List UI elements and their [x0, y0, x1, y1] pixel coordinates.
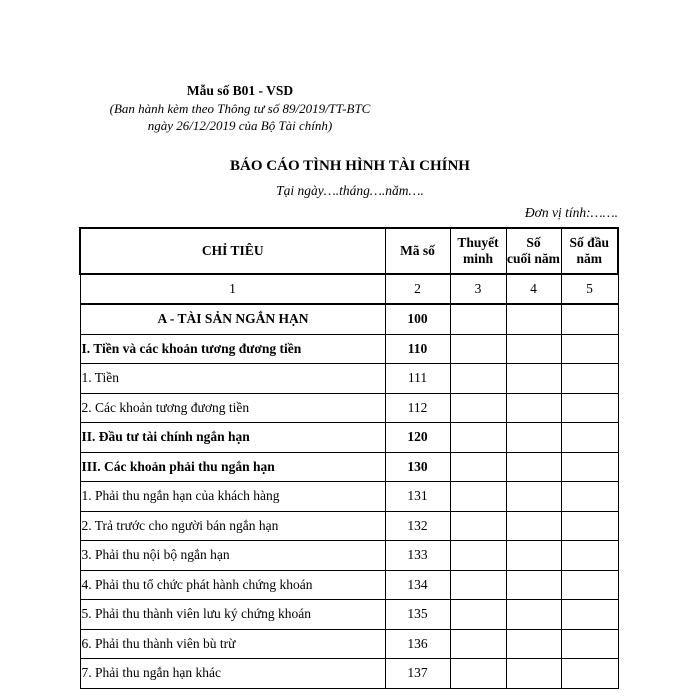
row-indicator-label: 5. Phải thu thành viên lưu ký chứng khoán: [80, 600, 385, 630]
column-header-code: [385, 228, 450, 274]
row-indicator-label: 2. Trả trước cho người bán ngắn hạn: [80, 511, 385, 541]
row-note-cell: [450, 364, 506, 394]
row-code: 120: [385, 423, 450, 453]
column-number-row: [80, 274, 618, 304]
row-note-cell: [450, 423, 506, 453]
row-code: 133: [385, 541, 450, 571]
row-code: 134: [385, 570, 450, 600]
column-header-note-line-2: minh: [462, 251, 493, 266]
row-year-end-cell: [506, 423, 561, 453]
column-header-indicator-label: CHỈ TIÊU: [201, 243, 264, 258]
row-indicator-label: I. Tiền và các khoản tương đương tiền: [80, 334, 385, 364]
row-indicator-label: 1. Tiền: [80, 364, 385, 394]
column-header-year-end-line-1: Số: [526, 235, 541, 250]
form-code: Mẫu số B01 - VSD: [186, 83, 294, 98]
row-code: 131: [385, 482, 450, 512]
row-year-end-cell: [506, 452, 561, 482]
row-indicator-label: 7. Phải thu ngắn hạn khác: [80, 659, 385, 689]
row-indicator-label: III. Các khoản phải thu ngắn hạn: [80, 452, 385, 482]
table-row: [80, 482, 618, 512]
issued-note-line-1: (Ban hành kèm theo Thông tư số 89/2019/TT-BTC: [109, 101, 371, 116]
row-code: 100: [385, 304, 450, 334]
row-year-end-cell: [506, 541, 561, 571]
row-indicator-label: 3. Phải thu nội bộ ngắn hạn: [80, 541, 385, 571]
form-code-block: [90, 82, 390, 134]
column-number: 2: [385, 274, 450, 304]
table-row: [80, 659, 618, 689]
row-note-cell: [450, 304, 506, 334]
table-row: [80, 600, 618, 630]
row-note-cell: [450, 334, 506, 364]
row-year-start-cell: [561, 364, 618, 394]
table-header-row: [80, 228, 618, 274]
row-year-start-cell: [561, 541, 618, 571]
row-year-start-cell: [561, 393, 618, 423]
column-header-code-label: Mã số: [400, 243, 435, 258]
column-number: 4: [506, 274, 561, 304]
row-year-start-cell: [561, 304, 618, 334]
row-indicator-label: 6. Phải thu thành viên bù trừ: [80, 629, 385, 659]
row-note-cell: [450, 452, 506, 482]
row-note-cell: [450, 393, 506, 423]
row-year-start-cell: [561, 659, 618, 689]
row-year-end-cell: [506, 629, 561, 659]
row-indicator-label: II. Đầu tư tài chính ngắn hạn: [80, 423, 385, 453]
row-year-start-cell: [561, 423, 618, 453]
row-note-cell: [450, 541, 506, 571]
column-header-indicator: [80, 228, 385, 274]
row-indicator-label: 1. Phải thu ngắn hạn của khách hàng: [80, 482, 385, 512]
table-row: [80, 334, 618, 364]
row-year-end-cell: [506, 304, 561, 334]
row-code: 111: [385, 364, 450, 394]
row-year-end-cell: [506, 659, 561, 689]
row-note-cell: [450, 570, 506, 600]
table-row: [80, 452, 618, 482]
column-header-year-start: [561, 228, 618, 274]
row-year-end-cell: [506, 393, 561, 423]
table-row: [80, 629, 618, 659]
row-year-end-cell: [506, 570, 561, 600]
column-header-year-end-line-2: cuối năm: [507, 251, 560, 266]
row-year-start-cell: [561, 629, 618, 659]
row-year-end-cell: [506, 364, 561, 394]
row-year-start-cell: [561, 452, 618, 482]
row-year-start-cell: [561, 334, 618, 364]
table-row: [80, 511, 618, 541]
column-number: 5: [561, 274, 618, 304]
column-number: 3: [450, 274, 506, 304]
issued-note-line-2: ngày 26/12/2019 của Bộ Tài chính): [147, 118, 333, 133]
table-row: [80, 393, 618, 423]
row-year-start-cell: [561, 511, 618, 541]
column-header-year-end: [506, 228, 561, 274]
report-date-line: Tại ngày….tháng….năm….: [276, 183, 424, 198]
row-indicator-label: A - TÀI SẢN NGẮN HẠN: [80, 304, 385, 334]
row-code: 137: [385, 659, 450, 689]
table-row: [80, 541, 618, 571]
row-code: 110: [385, 334, 450, 364]
table-body: [80, 304, 618, 688]
row-code: 132: [385, 511, 450, 541]
column-header-year-start-line-1: Số đầu: [569, 235, 609, 250]
row-note-cell: [450, 511, 506, 541]
row-year-end-cell: [506, 600, 561, 630]
row-year-end-cell: [506, 482, 561, 512]
table-row: [80, 570, 618, 600]
column-header-year-start-line-2: năm: [576, 251, 602, 266]
row-year-start-cell: [561, 570, 618, 600]
row-year-end-cell: [506, 511, 561, 541]
row-code: 130: [385, 452, 450, 482]
row-note-cell: [450, 659, 506, 689]
financial-report-table: [79, 227, 619, 689]
row-code: 135: [385, 600, 450, 630]
row-note-cell: [450, 600, 506, 630]
row-code: 112: [385, 393, 450, 423]
row-code: 136: [385, 629, 450, 659]
row-indicator-label: 4. Phải thu tổ chức phát hành chứng khoán: [80, 570, 385, 600]
table-row: [80, 304, 618, 334]
row-note-cell: [450, 629, 506, 659]
row-year-start-cell: [561, 600, 618, 630]
column-number: 1: [80, 274, 385, 304]
row-year-end-cell: [506, 334, 561, 364]
column-header-note-line-1: Thuyết: [457, 235, 499, 250]
row-indicator-label: 2. Các khoản tương đương tiền: [80, 393, 385, 423]
unit-label: Đơn vị tính:…….: [524, 205, 618, 220]
row-note-cell: [450, 482, 506, 512]
row-year-start-cell: [561, 482, 618, 512]
table-row: [80, 423, 618, 453]
table-row: [80, 364, 618, 394]
column-header-note: [450, 228, 506, 274]
report-title: BÁO CÁO TÌNH HÌNH TÀI CHÍNH: [230, 158, 470, 174]
